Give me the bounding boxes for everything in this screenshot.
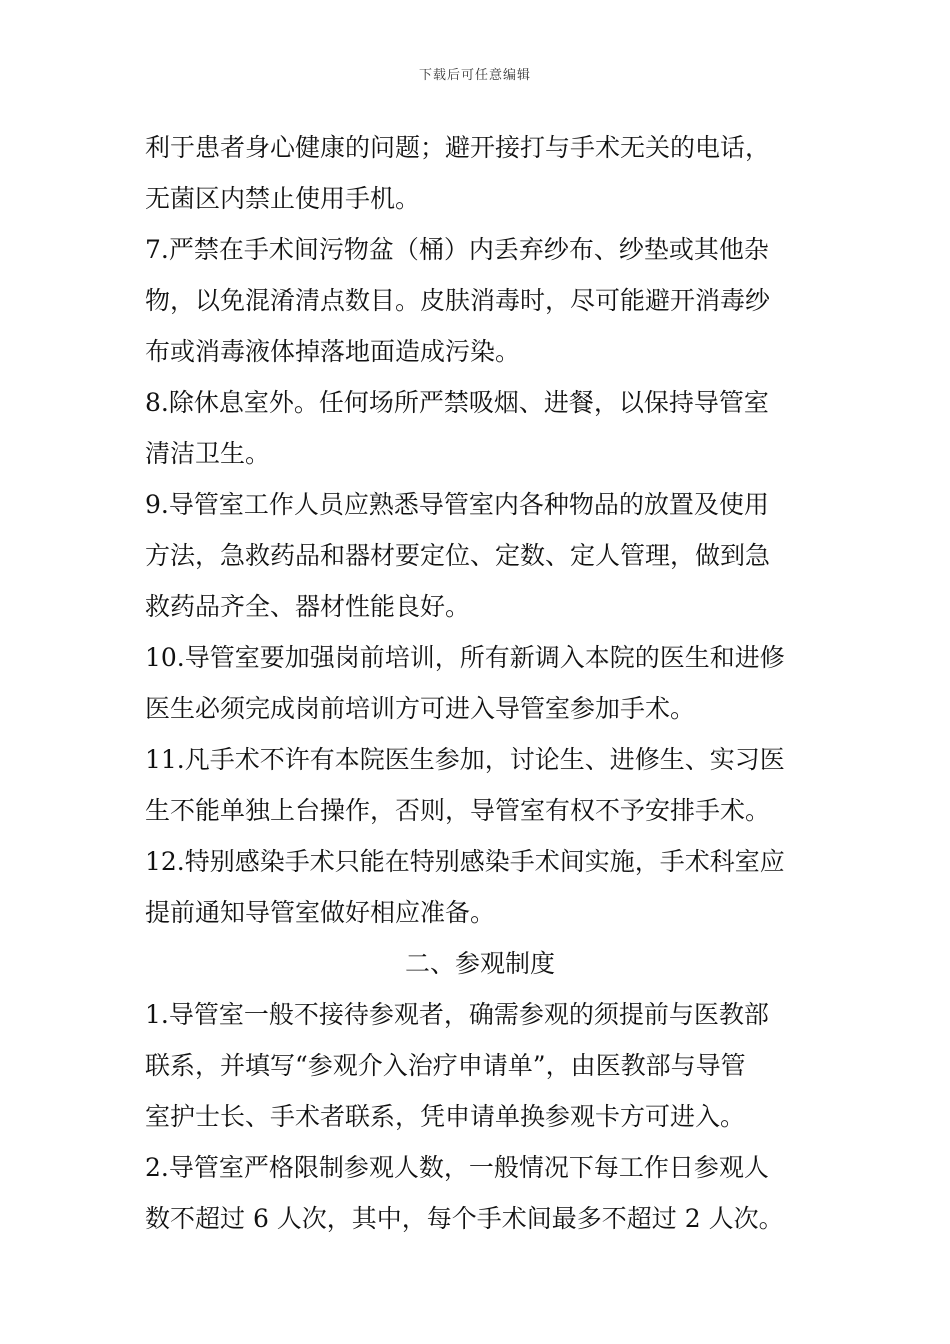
rule-item-12: 12.特别感染手术只能在特别感染手术间实施，手术科室应 xyxy=(145,847,785,876)
text-line: 物，以免混淆清点数目。皮肤消毒时，尽可能避开消毒纱 xyxy=(145,286,771,315)
text-line: 数不超过 6 人次，其中，每个手术间最多不超过 2 人次。 xyxy=(145,1204,784,1233)
visit-rule-item-1: 1.导管室一般不接待参观者，确需参观的须提前与医教部 xyxy=(145,1000,769,1029)
visit-rule-item-2: 2.导管室严格限制参观人数，一般情况下每工作日参观人 xyxy=(145,1153,769,1182)
text-line: 救药品齐全、器材性能良好。 xyxy=(145,592,471,621)
text-line: 提前通知导管室做好相应准备。 xyxy=(145,898,496,927)
text-line: 方法，急救药品和器材要定位、定数、定人管理，做到急 xyxy=(145,541,771,570)
section-heading: 二、参观制度 xyxy=(404,949,555,978)
text-line: 生不能单独上台操作，否则，导管室有权不予安排手术。 xyxy=(145,796,771,825)
text-line: 无菌区内禁止使用手机。 xyxy=(145,184,421,213)
text-line: 清洁卫生。 xyxy=(145,439,271,468)
rule-item-10: 10.导管室要加强岗前培训，所有新调入本院的医生和进修 xyxy=(145,643,785,672)
document-body xyxy=(145,122,815,1244)
rule-item-9: 9.导管室工作人员应熟悉导管室内各种物品的放置及使用 xyxy=(145,490,769,519)
text-line: 利于患者身心健康的问题；避开接打与手术无关的电话， xyxy=(145,133,771,162)
page-header: 下载后可任意编辑 xyxy=(418,68,531,83)
text-line: 医生必须完成岗前培训方可进入导管室参加手术。 xyxy=(145,694,696,723)
rule-item-8: 8.除休息室外。任何场所严禁吸烟、进餐，以保持导管室 xyxy=(145,388,769,417)
rule-item-7: 7.严禁在手术间污物盆（桶）内丢弃纱布、纱垫或其他杂 xyxy=(145,235,769,264)
rule-item-11: 11.凡手术不许有本院医生参加，讨论生、进修生、实习医 xyxy=(145,745,785,774)
text-line: 联系，并填写“参观介入治疗申请单”，由医教部与导管 xyxy=(145,1051,746,1080)
text-line: 室护士长、手术者联系，凭申请单换参观卡方可进入。 xyxy=(145,1102,746,1131)
text-line: 布或消毒液体掉落地面造成污染。 xyxy=(145,337,521,366)
